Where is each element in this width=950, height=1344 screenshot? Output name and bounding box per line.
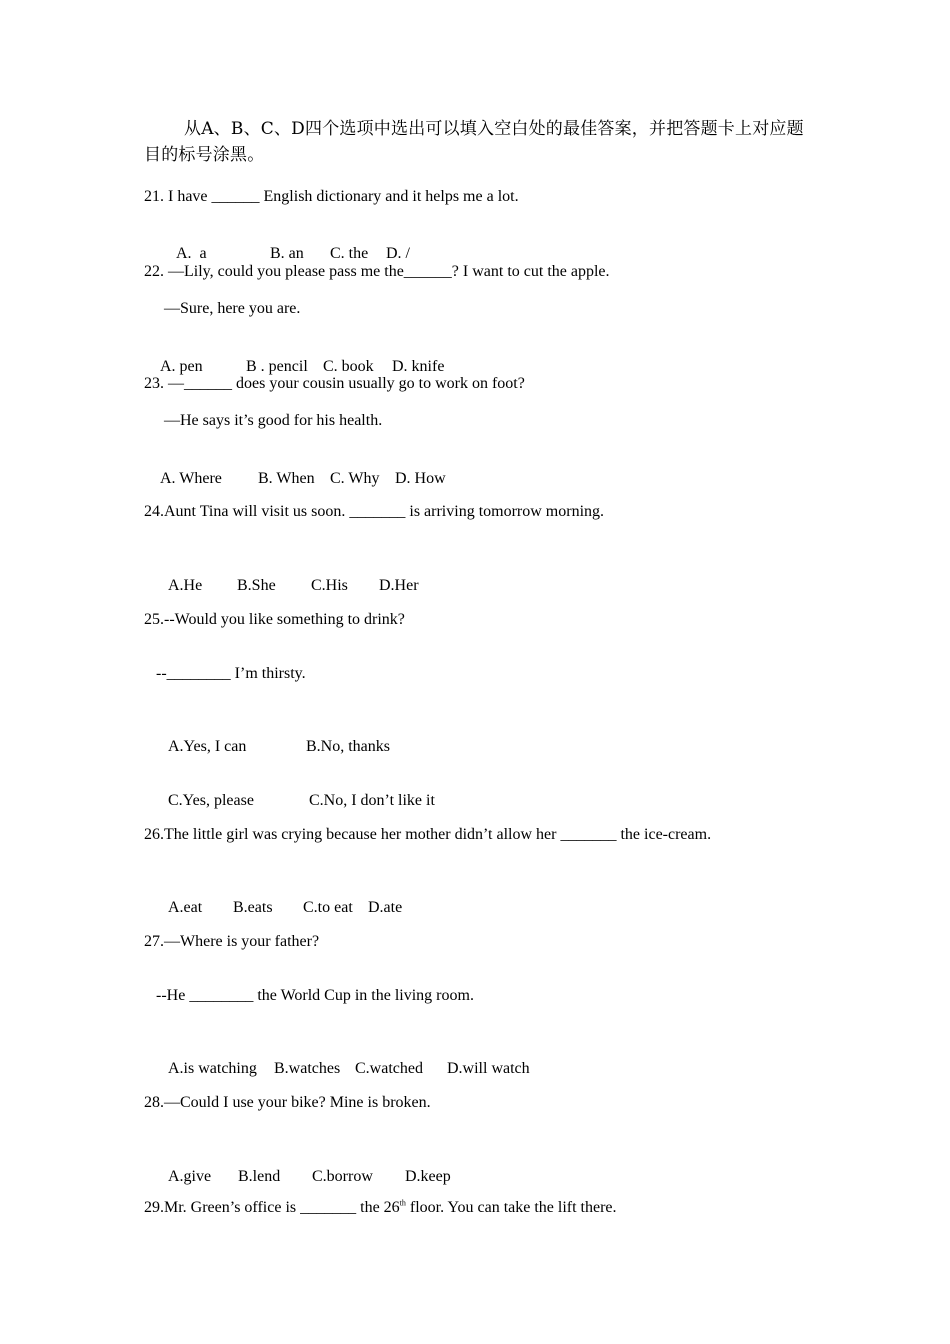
question-25-reply: --________ I’m thirsty. [156,665,306,682]
option: A.Yes, I can [168,738,247,755]
option: D. / [386,245,410,262]
option: D.will watch [447,1060,530,1077]
option: D.keep [405,1168,451,1185]
option: D.Her [379,577,419,594]
question-28-stem: 28.—Could I use your bike? Mine is broken. [144,1094,431,1111]
option: B.No, thanks [306,738,390,755]
option: B. When [258,470,315,487]
option: D. knife [392,358,445,375]
question-23-stem: 23. —______ does your cousin usually go to work on foot? [144,375,525,392]
question-27-reply: --He ________ the World Cup in the living room. [156,987,474,1004]
option: C.borrow [312,1168,373,1185]
question-29-stem-end: floor. You can take the lift there. [405,1199,617,1216]
option: A. pen [160,358,203,375]
option: A. Where [160,470,222,487]
option: C.No, I don’t like it [309,792,435,809]
option: B . pencil [246,358,308,375]
option: C.His [311,577,348,594]
question-27-stem: 27.—Where is your father? [144,933,320,950]
option: C.watched [355,1060,423,1077]
option: B.lend [238,1168,281,1185]
question-27-options [152,1039,530,1099]
question-25-options-row2 [152,771,435,831]
ordinal-suffix: th [399,1198,406,1208]
question-25-options-row1 [152,717,390,777]
question-23-reply: —He says it’s good for his health. [164,412,383,429]
option: C.to eat [303,899,353,916]
option: A.He [168,577,203,594]
question-26-stem: 26.The little girl was crying because her mother didn’t allow her _______ the ice-cream. [144,826,712,843]
option: D.ate [368,899,403,916]
option: B.watches [274,1060,341,1077]
question-23-options [144,449,446,509]
question-26-options [152,878,402,938]
option: A.give [168,1168,212,1185]
option: D. How [395,470,446,487]
option: A.eat [168,899,203,916]
option: A.is watching [168,1060,257,1077]
question-21-stem: 21. I have ______ English dictionary and it helps me a lot. [144,188,519,205]
option: B.She [237,577,276,594]
question-29-stem-start: 29.Mr. Green’s office is _______ the 26 [144,1199,400,1216]
option: C. the [330,245,369,262]
option: B.eats [233,899,273,916]
option: C. book [323,358,374,375]
option: A. a [176,245,207,262]
question-25-stem: 25.--Would you like something to drink? [144,611,405,628]
question-24-stem: 24.Aunt Tina will visit us soon. _______ is arriving tomorrow morning. [144,503,605,520]
question-24-options [152,556,419,616]
option: B. an [270,245,304,262]
question-29-stem [144,1198,617,1218]
question-22-stem: 22. —Lily, could you please pass me the______? I want to cut the apple. [144,263,610,280]
option: C. Why [330,470,380,487]
instructions: 从A、B、C、D四个选项中选出可以填入空白处的最佳答案，并把答题卡上对应题目的标号涂黑。 [144,119,804,165]
option: C.Yes, please [168,792,254,809]
question-22-reply: —Sure, here you are. [164,300,301,317]
